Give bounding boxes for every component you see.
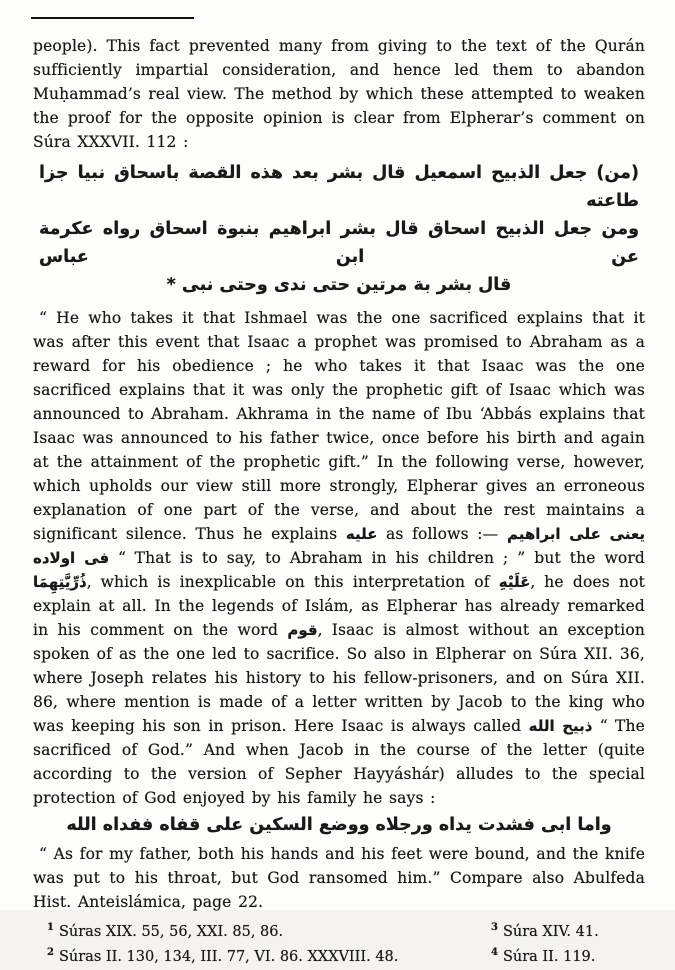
footnote-text: Súras II. 130, 134, III. 77, VI. 86. XXXVIII. 48. <box>58 949 399 965</box>
arabic-term: قوم <box>287 621 318 639</box>
arabic-term: عَلَيْهِ <box>498 573 531 591</box>
footnote-marker: 2 <box>47 947 54 959</box>
footnote-text: Súra XIV. 41. <box>502 924 599 940</box>
footnote-marker: 1 <box>47 922 54 934</box>
arabic-term: عليه <box>345 525 378 543</box>
arabic-term: ذُرِّيَّتِهِمَا <box>33 573 87 591</box>
text-segment: , he does not explain at all. In the legends of Islám, as Elpherar has already remarked in his comment on the word <box>33 573 645 639</box>
arabic-quote-block <box>33 159 645 299</box>
arabic-term: ذبيح الله <box>528 717 593 735</box>
text-segment: , Isaac is almost without an exception spoken of as the one led to sacrifice. So also in Elpherar on Súra XII. 36, where Joseph relates his history to his fellow-prisoners, and on Súra XII. 86, where mention is made of a letter written by Jacob to the king who was keeping his son in prison. Here Isaac is always called <box>33 621 645 735</box>
arabic-quote-line: (من) جعل الذبيح اسمعيل قال بشر بعد هذه القصة باسحاق نبيا جزا طاعته <box>39 163 639 211</box>
footnote-text: Súras XIX. 55, 56, XXI. 85, 86. <box>58 924 284 940</box>
text-segment: “ The sacrificed of God.” And when Jacob in the course of the letter (quite according to the version of Sepher Hayyáshár) alludes to the special protection of God enjoyed by his family he says : <box>33 717 645 807</box>
arabic-quote-line: ومن جعل الذبيح اسحاق قال بشر ابراهيم بنبوة اسحاق رواه عكرمة عن ابن عباس <box>39 219 639 267</box>
footnote-row <box>33 920 645 945</box>
arabic-quote-line-2: واما ابى فشدت يداه ورجلاه ووضع السكين على قفاه ففداه الله <box>66 815 612 835</box>
footnote-marker: 3 <box>491 922 498 934</box>
footnotes-section <box>33 920 645 970</box>
footnote-item <box>33 920 491 945</box>
paragraph-main <box>33 306 645 810</box>
footnote-item <box>491 945 645 970</box>
text-segment: “ He who takes it that Ishmael was the one sacrificed explains that it was after this event that Isaac a prophet was promised to Abraham as a reward for his obedience ; he who takes it that Isaac was the one sacrificed explains that it was only the prophetic gift of Isaac which was announced to Abraham. Akhrama in the name of Ibu ‘Abbás explains that Isaac was announced to his father twice, once before his birth and again at the attainment of the prophetic gift.” In the following verse, however, which upholds our view still more strongly, Elpherar gives an erroneous explanation of one part of the verse, and about the rest maintains a significant silence. Thus he explains <box>33 309 645 543</box>
footnote-text: Súra II. 119. <box>502 949 596 965</box>
text-segment: “ That is to say, to Abraham in his children ; ” but the word <box>109 549 645 567</box>
arabic-phrase: يعنى على ابراهيم فى اولاده <box>33 525 646 567</box>
footnote-marker: 4 <box>491 947 498 959</box>
footnote-item <box>491 920 645 945</box>
paragraph-translation: “ As for my father, both his hands and his feet were bound, and the knife was put to his throat, but God ransomed him.” Compare also Abulfeda Hist. Anteislámica, page 22. <box>33 845 646 911</box>
footnote-separator-rule <box>31 17 194 19</box>
footnote-row <box>33 945 645 970</box>
text-segment: as follows :— <box>377 525 507 543</box>
text-segment: , which is inexplicable on this interpretation of <box>86 573 499 591</box>
paragraph-intro: people). This fact prevented many from giving to the text of the Qurán sufficiently impartial consideration, and hence led them to abandon Muḥammad’s real view. The method by which these attempted to weaken the proof for the opposite opinion is clear from Elpherar’s comment on Súra XXXVII. 112 : <box>33 37 645 151</box>
footnote-item <box>33 945 491 970</box>
arabic-quote-line: قال بشر بة مرتين حتى ندى وحتى نبى * <box>166 275 512 295</box>
